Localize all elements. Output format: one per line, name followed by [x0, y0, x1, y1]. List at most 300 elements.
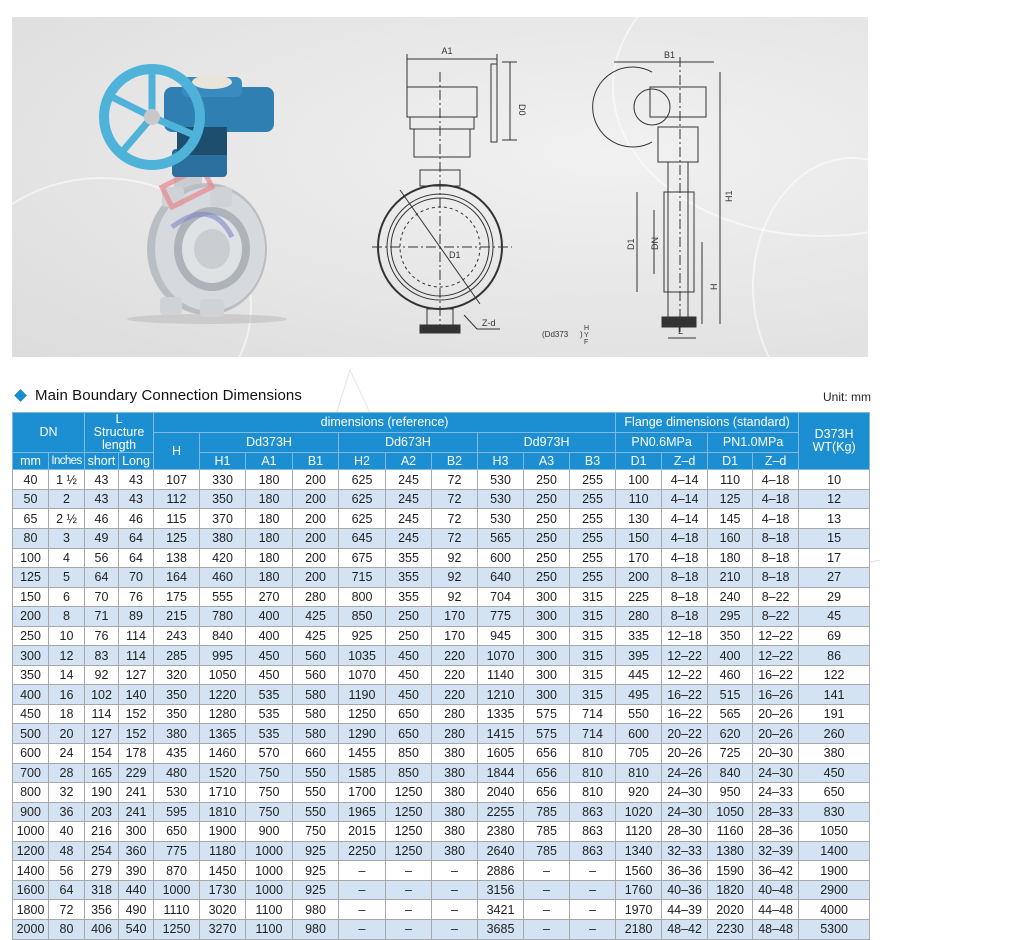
cell-length-short: 279 [85, 861, 119, 881]
cell-h: 138 [154, 548, 200, 568]
cell-pn06-zd: 24–30 [662, 783, 708, 803]
bullet-diamond-icon [14, 389, 27, 402]
cell-length-long: 46 [119, 509, 154, 529]
cell-dd373-h1: 1180 [200, 841, 246, 861]
cell-dd973-a3: 575 [524, 704, 570, 724]
cell-pn06-zd: 4–18 [662, 548, 708, 568]
cell-dn-inches: 10 [49, 626, 85, 646]
cell-dd373-h1: 1365 [200, 724, 246, 744]
table-row [13, 919, 870, 939]
cell-dd673-a2: 850 [386, 744, 432, 764]
cell-pn10-zd: 8–18 [753, 529, 799, 549]
cell-dn-mm: 65 [13, 509, 49, 529]
dim-label-l: L [678, 326, 684, 336]
cell-dd973-b3: 315 [570, 607, 616, 627]
cell-length-long: 241 [119, 783, 154, 803]
cell-pn06-d1: 495 [616, 685, 662, 705]
cell-dd673-h2: 850 [339, 607, 386, 627]
cell-pn10-d1: 840 [708, 763, 753, 783]
cell-dd373-b1: 200 [293, 509, 339, 529]
cell-h: 1110 [154, 900, 200, 920]
cell-dd973-a3: 250 [524, 568, 570, 588]
cell-dd973-b3: 863 [570, 822, 616, 842]
cell-length-long: 70 [119, 568, 154, 588]
cell-dd673-a2: – [386, 919, 432, 939]
cell-dn-inches: 80 [49, 919, 85, 939]
cell-pn10-d1: 350 [708, 626, 753, 646]
cell-dd973-b3: 714 [570, 724, 616, 744]
cell-dn-inches: 48 [49, 841, 85, 861]
cell-pn10-zd: 12–22 [753, 646, 799, 666]
cell-h: 595 [154, 802, 200, 822]
cell-dn-inches: 18 [49, 704, 85, 724]
table-row [13, 685, 870, 705]
cell-dd673-b2: 380 [432, 841, 478, 861]
header-long: Long [119, 453, 154, 470]
cell-dd973-a3: 785 [524, 822, 570, 842]
cell-weight: 191 [799, 704, 870, 724]
cell-weight: 27 [799, 568, 870, 588]
cell-dd373-b1: 580 [293, 685, 339, 705]
cell-length-long: 152 [119, 704, 154, 724]
header-dd973h: Dd973H [478, 433, 616, 453]
cell-dd373-h1: 1520 [200, 763, 246, 783]
cell-dd673-h2: 1035 [339, 646, 386, 666]
cell-h: 112 [154, 489, 200, 509]
cell-dd373-a1: 400 [246, 626, 293, 646]
background-swirl [752, 157, 952, 417]
cell-pn10-d1: 240 [708, 587, 753, 607]
cell-dd973-a3: – [524, 900, 570, 920]
cell-dd373-a1: 535 [246, 704, 293, 724]
cell-dd673-b2: 92 [432, 568, 478, 588]
cell-pn06-d1: 1120 [616, 822, 662, 842]
cell-pn10-zd: 20–30 [753, 744, 799, 764]
cell-dd673-b2: 92 [432, 587, 478, 607]
cell-pn10-zd: 8–22 [753, 607, 799, 627]
header-dn: DN [13, 413, 85, 453]
cell-dd973-h3: 1415 [478, 724, 524, 744]
cell-dd373-a1: 535 [246, 724, 293, 744]
cell-length-long: 43 [119, 470, 154, 490]
cell-dd973-a3: 785 [524, 841, 570, 861]
cell-dd973-b3: 315 [570, 665, 616, 685]
cell-length-long: 300 [119, 822, 154, 842]
cell-dd973-h3: 704 [478, 587, 524, 607]
cell-pn06-d1: 600 [616, 724, 662, 744]
table-row [13, 626, 870, 646]
cell-dn-inches: 6 [49, 587, 85, 607]
cell-dd373-b1: 980 [293, 900, 339, 920]
cell-weight: 13 [799, 509, 870, 529]
cell-h: 215 [154, 607, 200, 627]
cell-pn10-zd: 48–48 [753, 919, 799, 939]
cell-dd373-b1: 660 [293, 744, 339, 764]
cell-weight: 1050 [799, 822, 870, 842]
cell-pn06-d1: 150 [616, 529, 662, 549]
cell-dd373-a1: 750 [246, 763, 293, 783]
cell-length-short: 190 [85, 783, 119, 803]
cell-pn06-zd: 16–22 [662, 704, 708, 724]
cell-dd373-a1: 900 [246, 822, 293, 842]
cell-h: 125 [154, 529, 200, 549]
cell-dd373-b1: 200 [293, 529, 339, 549]
header-weight-unit: WT(Kg) [812, 440, 856, 455]
cell-pn10-d1: 2020 [708, 900, 753, 920]
cell-pn06-d1: 705 [616, 744, 662, 764]
cell-pn06-zd: 20–26 [662, 744, 708, 764]
cell-dd673-a2: 245 [386, 470, 432, 490]
cell-dd973-b3: – [570, 900, 616, 920]
cell-dd973-h3: 3156 [478, 880, 524, 900]
product-image-banner [12, 17, 868, 357]
cell-dd973-a3: – [524, 880, 570, 900]
cell-dd673-a2: 245 [386, 529, 432, 549]
cell-dd673-a2: 1250 [386, 802, 432, 822]
header-h1: H1 [200, 453, 246, 470]
cell-dd373-h1: 555 [200, 587, 246, 607]
table-row [13, 568, 870, 588]
header-l: L [115, 412, 123, 426]
cell-dd973-h3: 600 [478, 548, 524, 568]
cell-dn-mm: 1200 [13, 841, 49, 861]
model-note-close: ) [580, 330, 583, 339]
cell-dd973-b3: 255 [570, 470, 616, 490]
header-pn06-d1: D1 [616, 453, 662, 470]
cell-pn06-d1: 225 [616, 587, 662, 607]
table-row [13, 763, 870, 783]
cell-pn10-d1: 400 [708, 646, 753, 666]
model-note: (Dd373 [542, 330, 569, 339]
cell-dd973-a3: 575 [524, 724, 570, 744]
cell-length-short: 216 [85, 822, 119, 842]
cell-dd373-b1: 425 [293, 626, 339, 646]
cell-weight: 450 [799, 763, 870, 783]
cell-pn10-zd: 16–22 [753, 665, 799, 685]
cell-dn-inches: 2 ½ [49, 509, 85, 529]
header-pn06: PN0.6MPa [616, 433, 708, 453]
cell-length-long: 152 [119, 724, 154, 744]
table-row [13, 822, 870, 842]
cell-weight: 830 [799, 802, 870, 822]
table-body [13, 470, 870, 939]
cell-dd973-b3: 315 [570, 587, 616, 607]
cell-dn-inches: 16 [49, 685, 85, 705]
table-row [13, 529, 870, 549]
cell-length-short: 318 [85, 880, 119, 900]
cell-dd673-a2: 355 [386, 587, 432, 607]
cell-length-short: 254 [85, 841, 119, 861]
cell-pn10-d1: 515 [708, 685, 753, 705]
cell-length-short: 43 [85, 470, 119, 490]
cell-length-short: 64 [85, 568, 119, 588]
cell-dd373-a1: 450 [246, 665, 293, 685]
cell-dn-mm: 600 [13, 744, 49, 764]
cell-dn-inches: 72 [49, 900, 85, 920]
cell-dd373-h1: 370 [200, 509, 246, 529]
cell-dd973-h3: 3421 [478, 900, 524, 920]
cell-dd973-b3: 810 [570, 783, 616, 803]
cell-dn-mm: 1000 [13, 822, 49, 842]
cell-dd973-b3: 255 [570, 548, 616, 568]
cell-dd373-a1: 1100 [246, 900, 293, 920]
cell-dd973-b3: 863 [570, 841, 616, 861]
cell-h: 115 [154, 509, 200, 529]
cell-dd673-b2: 380 [432, 822, 478, 842]
cell-dd673-h2: 800 [339, 587, 386, 607]
cell-length-long: 64 [119, 548, 154, 568]
cell-dd373-h1: 1710 [200, 783, 246, 803]
cell-pn06-d1: 1760 [616, 880, 662, 900]
cell-dd673-b2: – [432, 880, 478, 900]
cell-pn10-zd: 44–48 [753, 900, 799, 920]
cell-dd673-b2: 72 [432, 509, 478, 529]
cell-pn06-zd: 24–26 [662, 763, 708, 783]
cell-dn-inches: 2 [49, 489, 85, 509]
cell-pn10-zd: 40–48 [753, 880, 799, 900]
cell-pn06-zd: 28–30 [662, 822, 708, 842]
table-row [13, 704, 870, 724]
cell-dn-mm: 450 [13, 704, 49, 724]
cell-weight: 4000 [799, 900, 870, 920]
cell-dd373-a1: 1000 [246, 861, 293, 881]
cell-dd673-b2: 92 [432, 548, 478, 568]
cell-dd673-b2: 380 [432, 763, 478, 783]
header-pn10: PN1.0MPa [708, 433, 799, 453]
cell-length-short: 165 [85, 763, 119, 783]
cell-dd373-h1: 460 [200, 568, 246, 588]
unit-label: Unit: mm [823, 390, 871, 404]
cell-dd973-b3: 315 [570, 685, 616, 705]
cell-dn-mm: 200 [13, 607, 49, 627]
cell-length-long: 76 [119, 587, 154, 607]
cell-dd673-a2: 1250 [386, 822, 432, 842]
header-b3: B3 [570, 453, 616, 470]
cell-dd673-h2: 1070 [339, 665, 386, 685]
cell-dd673-a2: 850 [386, 763, 432, 783]
cell-dn-mm: 1800 [13, 900, 49, 920]
cell-pn10-d1: 110 [708, 470, 753, 490]
cell-dd973-a3: 300 [524, 685, 570, 705]
dimensions-table [12, 412, 870, 940]
cell-dd973-b3: 315 [570, 626, 616, 646]
cell-dn-inches: 28 [49, 763, 85, 783]
cell-dd973-h3: 565 [478, 529, 524, 549]
table-row [13, 587, 870, 607]
cell-dd373-h1: 1280 [200, 704, 246, 724]
cell-dd373-b1: 550 [293, 783, 339, 803]
cell-dd673-h2: 675 [339, 548, 386, 568]
cell-pn10-d1: 125 [708, 489, 753, 509]
cell-pn10-zd: 4–18 [753, 509, 799, 529]
cell-dd673-b2: 280 [432, 724, 478, 744]
cell-dd673-b2: 280 [432, 704, 478, 724]
cell-pn06-d1: 100 [616, 470, 662, 490]
header-h: H [154, 433, 200, 470]
valve-photo [102, 17, 312, 357]
cell-pn06-zd: 8–18 [662, 568, 708, 588]
cell-dd373-b1: 925 [293, 880, 339, 900]
cell-dn-mm: 50 [13, 489, 49, 509]
cell-pn06-d1: 200 [616, 568, 662, 588]
cell-dd673-b2: 220 [432, 665, 478, 685]
cell-pn06-zd: 8–18 [662, 587, 708, 607]
cell-dd973-a3: 656 [524, 744, 570, 764]
cell-dd973-a3: 300 [524, 587, 570, 607]
cell-dd973-a3: 250 [524, 529, 570, 549]
cell-length-long: 440 [119, 880, 154, 900]
cell-dd973-b3: 255 [570, 509, 616, 529]
cell-h: 530 [154, 783, 200, 803]
cell-pn06-zd: 36–36 [662, 861, 708, 881]
cell-dd373-h1: 780 [200, 607, 246, 627]
header-h2: H2 [339, 453, 386, 470]
table-row [13, 470, 870, 490]
cell-weight: 260 [799, 724, 870, 744]
cell-length-long: 64 [119, 529, 154, 549]
cell-pn06-d1: 1340 [616, 841, 662, 861]
cell-dd973-b3: 315 [570, 646, 616, 666]
cell-pn06-d1: 170 [616, 548, 662, 568]
cell-weight: 141 [799, 685, 870, 705]
cell-dd973-b3: 810 [570, 744, 616, 764]
cell-dd673-a2: 450 [386, 685, 432, 705]
cell-pn06-zd: 4–18 [662, 529, 708, 549]
cell-pn10-d1: 160 [708, 529, 753, 549]
cell-pn06-d1: 810 [616, 763, 662, 783]
cell-dd373-h1: 3020 [200, 900, 246, 920]
cell-dd373-h1: 1900 [200, 822, 246, 842]
header-structure-length [85, 413, 154, 453]
dim-label-zd: Z-d [482, 318, 496, 328]
cell-pn10-d1: 1380 [708, 841, 753, 861]
cell-dd673-b2: 170 [432, 607, 478, 627]
cell-dd673-a2: – [386, 900, 432, 920]
table-row [13, 880, 870, 900]
cell-pn06-zd: 24–30 [662, 802, 708, 822]
cell-dd673-a2: 650 [386, 704, 432, 724]
cell-dn-mm: 300 [13, 646, 49, 666]
header-weight [799, 413, 870, 470]
cell-weight: 2900 [799, 880, 870, 900]
cell-dd973-h3: 1605 [478, 744, 524, 764]
cell-dd673-h2: 1455 [339, 744, 386, 764]
cell-dn-mm: 800 [13, 783, 49, 803]
cell-pn10-zd: 12–22 [753, 626, 799, 646]
cell-pn10-zd: 20–26 [753, 724, 799, 744]
cell-length-long: 89 [119, 607, 154, 627]
cell-dd673-a2: 1250 [386, 783, 432, 803]
header-pn06-zd: Z–d [662, 453, 708, 470]
cell-pn06-d1: 2180 [616, 919, 662, 939]
cell-dd973-a3: 250 [524, 470, 570, 490]
cell-dd373-a1: 180 [246, 470, 293, 490]
cell-dn-mm: 350 [13, 665, 49, 685]
cell-dn-inches: 20 [49, 724, 85, 744]
cell-h: 1250 [154, 919, 200, 939]
cell-dd373-h1: 1050 [200, 665, 246, 685]
cell-dd373-h1: 3270 [200, 919, 246, 939]
cell-dd973-h3: 530 [478, 509, 524, 529]
cell-h: 1000 [154, 880, 200, 900]
cell-length-short: 102 [85, 685, 119, 705]
cell-dn-inches: 56 [49, 861, 85, 881]
cell-length-long: 114 [119, 646, 154, 666]
cell-length-long: 178 [119, 744, 154, 764]
cell-length-long: 43 [119, 489, 154, 509]
cell-pn10-zd: 4–18 [753, 470, 799, 490]
header-length: length [101, 438, 137, 453]
cell-dn-inches: 32 [49, 783, 85, 803]
cell-h: 350 [154, 685, 200, 705]
cell-dd673-a2: 650 [386, 724, 432, 744]
cell-dd673-a2: 245 [386, 489, 432, 509]
cell-dd673-h2: – [339, 919, 386, 939]
cell-pn10-zd: 36–42 [753, 861, 799, 881]
cell-h: 107 [154, 470, 200, 490]
cell-pn10-zd: 24–33 [753, 783, 799, 803]
cell-dd673-a2: 1250 [386, 841, 432, 861]
header-short: short [85, 453, 119, 470]
cell-dd373-b1: 560 [293, 665, 339, 685]
cell-dd673-a2: 245 [386, 509, 432, 529]
cell-pn06-d1: 550 [616, 704, 662, 724]
cell-dd973-h3: 1210 [478, 685, 524, 705]
cell-dn-mm: 150 [13, 587, 49, 607]
cell-dd373-a1: 180 [246, 529, 293, 549]
cell-pn10-d1: 620 [708, 724, 753, 744]
cell-dd373-h1: 380 [200, 529, 246, 549]
cell-dd673-h2: 625 [339, 509, 386, 529]
cell-dd673-a2: 250 [386, 607, 432, 627]
cell-dd673-b2: – [432, 900, 478, 920]
cell-dd673-b2: 380 [432, 802, 478, 822]
cell-dd973-b3: 714 [570, 704, 616, 724]
dim-label-d1: D1 [626, 238, 636, 250]
cell-dd973-a3: 656 [524, 763, 570, 783]
cell-dd973-a3: 300 [524, 607, 570, 627]
cell-pn06-zd: 12–22 [662, 665, 708, 685]
table-row [13, 802, 870, 822]
cell-dn-inches: 1 ½ [49, 470, 85, 490]
table-row [13, 724, 870, 744]
cell-dn-inches: 4 [49, 548, 85, 568]
cell-weight: 15 [799, 529, 870, 549]
model-suffix-y: Y [584, 332, 589, 339]
cell-dd973-h3: 2040 [478, 783, 524, 803]
header-b2: B2 [432, 453, 478, 470]
dim-label-h1: H1 [724, 190, 734, 202]
cell-dd973-h3: 2380 [478, 822, 524, 842]
cell-h: 243 [154, 626, 200, 646]
cell-dd673-h2: 715 [339, 568, 386, 588]
dim-label-b1: B1 [664, 50, 676, 60]
cell-pn10-d1: 460 [708, 665, 753, 685]
header-weight-model: D373H [814, 427, 854, 442]
cell-pn06-d1: 130 [616, 509, 662, 529]
cell-length-long: 127 [119, 665, 154, 685]
header-inches: Inches [49, 453, 85, 470]
cell-dd973-h3: 1335 [478, 704, 524, 724]
dim-label-d1: D1 [449, 250, 461, 260]
cell-dd973-h3: 945 [478, 626, 524, 646]
header-a2: A2 [386, 453, 432, 470]
cell-dd973-a3: 300 [524, 626, 570, 646]
cell-pn06-d1: 920 [616, 783, 662, 803]
cell-dd973-h3: 2640 [478, 841, 524, 861]
cell-length-short: 56 [85, 548, 119, 568]
cell-pn06-d1: 280 [616, 607, 662, 627]
